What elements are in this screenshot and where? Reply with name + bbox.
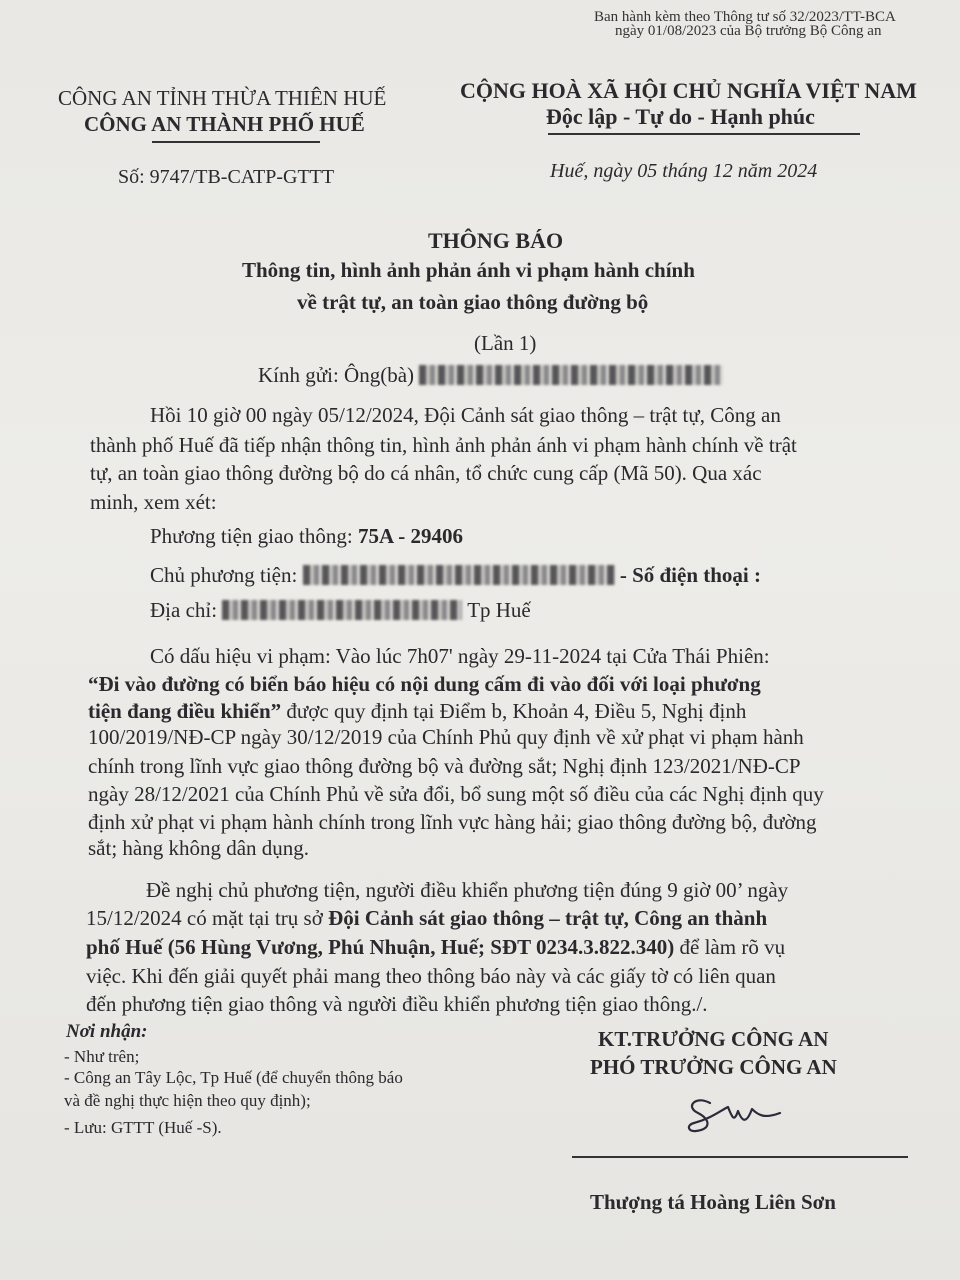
document-number: Số: 9747/TB-CATP-GTTT [118, 166, 335, 188]
recipient-line [258, 363, 723, 388]
notice-title: THÔNG BÁO [428, 228, 564, 253]
violation-line-8: sắt; hàng không dân dụng. [88, 836, 310, 860]
request-line-2 [86, 906, 767, 931]
intro-line-1: Hồi 10 giờ 00 ngày 05/12/2024, Đội Cảnh sát giao thông – trật tự, Công an [150, 403, 781, 427]
nation-title: CỘNG HOÀ XÃ HỘI CHỦ NGHĨA VIỆT NAM [460, 78, 917, 103]
request-line-1: Đề nghị chủ phương tiện, người điều khiển phương tiện đúng 9 giờ 00’ ngày [146, 878, 789, 902]
request-line-2-plain: 15/12/2024 có mặt tại trụ sở [86, 906, 329, 930]
owner-label: Chủ phương tiện: [150, 563, 298, 587]
license-plate: 75A - 29406 [357, 524, 463, 548]
request-line-5: đến phương tiện giao thông và người điều khiển phương tiện giao thông./. [86, 992, 708, 1016]
recipients-item-1: - Như trên; [64, 1047, 140, 1066]
handwritten-signature [680, 1085, 790, 1140]
intro-line-4: minh, xem xét: [90, 490, 217, 514]
signature-title-1: KT.TRƯỞNG CÔNG AN [598, 1027, 829, 1051]
owner-line [150, 563, 761, 588]
violation-line-6: ngày 28/12/2021 của Chính Phủ về sửa đổi, bổ sung một số điều của các Nghị định quy [88, 782, 824, 806]
recipients-heading: Nơi nhận: [66, 1021, 148, 1042]
request-line-4: việc. Khi đến giải quyết phải mang theo thông báo này và các giấy tờ có liên quan [86, 964, 776, 988]
violation-line-4: 100/2019/NĐ-CP ngày 30/12/2019 của Chính Phủ quy định về xử phạt vi phạm hành [88, 725, 804, 749]
regulation-note-line1: Ban hành kèm theo Thông tư số 32/2023/TT-BCA [594, 9, 896, 25]
recipients-item-2a: - Công an Tây Lộc, Tp Huế (để chuyển thông báo [64, 1068, 403, 1087]
vehicle-label: Phương tiện giao thông: [150, 524, 358, 548]
request-line-3 [86, 935, 785, 960]
notice-times: (Lần 1) [474, 331, 537, 355]
phone-label: - Số điện thoại : [619, 563, 762, 587]
recipient-label: Kính gửi: Ông(bà) [258, 363, 415, 387]
signer-name: Thượng tá Hoàng Liên Sơn [590, 1190, 836, 1214]
violation-line-3-bold: tiện đang điều khiển” [88, 699, 282, 723]
signature-line [572, 1156, 908, 1158]
redacted-address [222, 600, 462, 620]
request-line-3-bold: phố Huế (56 Hùng Vương, Phú Nhuận, Huế; SĐT 0234.3.822.340) [86, 935, 675, 959]
agency-name: CÔNG AN THÀNH PHỐ HUẾ [84, 112, 365, 136]
recipients-item-2b: và đề nghị thực hiện theo quy định); [64, 1091, 311, 1110]
violation-line-2: “Đi vào đường có biển báo hiệu có nội dung cấm đi vào đối với loại phương [88, 672, 761, 696]
request-line-3-plain: để làm rõ vụ [674, 935, 786, 959]
violation-line-7: định xử phạt vi phạm hành chính trong lĩnh vực hàng hải; giao thông đường bộ, đường [88, 810, 817, 834]
intro-line-3: tự, an toàn giao thông đường bộ do cá nhân, tổ chức cung cấp (Mã 50). Qua xác [90, 461, 762, 485]
violation-line-1: Có dấu hiệu vi phạm: Vào lúc 7h07' ngày 29-11-2024 tại Cửa Thái Phiên: [150, 644, 770, 668]
violation-line-5: chính trong lĩnh vực giao thông đường bộ và đường sắt; Nghị định 123/2021/NĐ-CP [88, 754, 801, 778]
agency-parent: CÔNG AN TỈNH THỪA THIÊN HUẾ [58, 86, 387, 110]
redacted-owner-name [303, 565, 615, 585]
motto-underline [548, 133, 860, 135]
notice-subtitle-line1: Thông tin, hình ảnh phản ánh vi phạm hành chính [242, 258, 695, 282]
national-motto: Độc lập - Tự do - Hạnh phúc [546, 104, 815, 129]
intro-line-2: thành phố Huế đã tiếp nhận thông tin, hình ảnh phản ánh vi phạm hành chính về trật [90, 433, 797, 457]
address-line [150, 598, 531, 623]
recipients-item-3: - Lưu: GTTT (Huế -S). [64, 1118, 222, 1137]
regulation-note-line2: ngày 01/08/2023 của Bộ trưởng Bộ Công an [615, 23, 882, 39]
address-city: Tp Huế [467, 598, 531, 622]
signature-title-2: PHÓ TRƯỞNG CÔNG AN [590, 1055, 837, 1079]
violation-line-3-rest: được quy định tại Điểm b, Khoản 4, Điều 5, Nghị định [281, 699, 747, 723]
violation-line-3 [88, 699, 746, 724]
place-date: Huế, ngày 05 tháng 12 năm 2024 [550, 160, 818, 182]
address-label: Địa chỉ: [150, 598, 218, 622]
notice-subtitle-line2: về trật tự, an toàn giao thông đường bộ [297, 290, 649, 314]
vehicle-line [150, 524, 463, 549]
request-line-2-bold: Đội Cảnh sát giao thông – trật tự, Công an thành [328, 906, 768, 930]
agency-underline [152, 141, 320, 143]
redacted-recipient-name [419, 365, 723, 385]
